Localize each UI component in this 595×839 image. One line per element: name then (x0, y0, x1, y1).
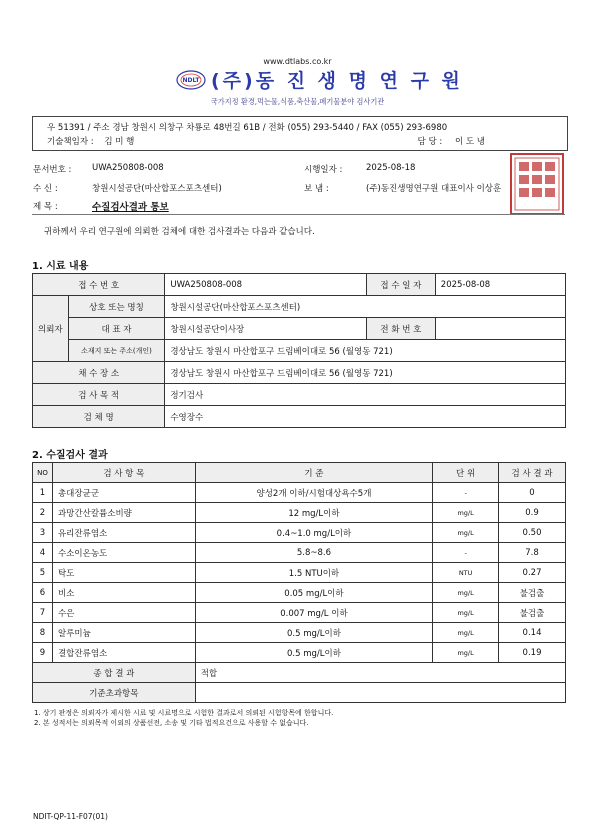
receipt-no-label: 접 수 번 호 (33, 274, 165, 296)
item-name: 비소 (52, 583, 195, 603)
purpose-label: 검 사 목 적 (33, 384, 165, 406)
standard: 5.8~8.6 (195, 543, 433, 563)
row-no: 4 (33, 543, 53, 563)
overall-result: 적합 (195, 663, 565, 683)
header-unit: 단 위 (433, 463, 499, 483)
exceed-items (195, 683, 565, 703)
results-table (32, 462, 566, 703)
sender-label: 보 냄 : (304, 184, 329, 194)
standard: 양성2개 이하/시험대상욕수5개 (195, 483, 433, 503)
address-contact-line: 우 51391 / 주소 경남 창원시 의창구 차룡로 48번길 61B / 전화 (055) 293-5440 / FAX (055) 293-6980 (47, 123, 448, 133)
result: 7.8 (499, 543, 566, 563)
standard: 0.5 mg/L이하 (195, 623, 433, 643)
standard: 12 mg/L이하 (195, 503, 433, 523)
result: 0 (499, 483, 566, 503)
client-label: 의뢰자 (33, 296, 69, 362)
table-row (33, 362, 566, 384)
subject: 수질검사결과 통보 (92, 202, 169, 213)
table-row (33, 583, 566, 603)
standard: 1.5 NTU이하 (195, 563, 433, 583)
result: 0.14 (499, 623, 566, 643)
row-no: 6 (33, 583, 53, 603)
receipt-date-label: 접 수 일 자 (366, 274, 435, 296)
item-name: 과망간산칼륨소비량 (52, 503, 195, 523)
table-row (33, 503, 566, 523)
row-no: 3 (33, 523, 53, 543)
issue-date: 2025-08-18 (366, 163, 416, 173)
phone (435, 318, 565, 340)
item-name: 유리잔류염소 (52, 523, 195, 543)
company-label: 상호 또는 명칭 (68, 296, 165, 318)
table-row (33, 318, 566, 340)
website-url[interactable]: www.dtlabs.co.kr (263, 57, 332, 66)
table-row (33, 543, 566, 563)
table-row (33, 643, 566, 663)
result: 0.50 (499, 523, 566, 543)
exceed-items-row (33, 683, 566, 703)
address-label: 소재지 또는 주소(개인) (68, 340, 165, 362)
sample-name: 수영장수 (165, 406, 566, 428)
receipt-date: 2025-08-08 (435, 274, 565, 296)
purpose: 정기검사 (165, 384, 566, 406)
row-no: 5 (33, 563, 53, 583)
issue-date-label: 시행일자 : (304, 165, 343, 175)
phone-label: 전 화 번 호 (366, 318, 435, 340)
item-name: 수은 (52, 603, 195, 623)
unit: mg/L (433, 503, 499, 523)
row-no: 1 (33, 483, 53, 503)
result: 0.19 (499, 643, 566, 663)
standard: 0.4~1.0 mg/L이하 (195, 523, 433, 543)
table-row (33, 406, 566, 428)
note-1: 1. 상기 판정은 의뢰자가 제시한 시료 및 시료명으로 시험한 결과로서 의뢰된 시험항목에 한합니다. (34, 709, 334, 717)
standard: 0.05 mg/L이하 (195, 583, 433, 603)
overall-result-label: 종 합 결 과 (33, 663, 196, 683)
item-name: 수소이온농도 (52, 543, 195, 563)
doc-number-label: 문서번호 : (33, 165, 72, 175)
standard: 0.5 mg/L이하 (195, 643, 433, 663)
unit: - (433, 543, 499, 563)
row-no: 8 (33, 623, 53, 643)
unit: mg/L (433, 603, 499, 623)
note-2: 2. 본 성적서는 의뢰목적 이외의 상품선전, 소송 및 기타 법적요건으로 사용할 수 없습니다. (34, 719, 309, 727)
table-row (33, 523, 566, 543)
header-no: NO (33, 463, 53, 483)
unit: - (433, 483, 499, 503)
result: 0.27 (499, 563, 566, 583)
item-name: 총대장균군 (52, 483, 195, 503)
row-no: 9 (33, 643, 53, 663)
subject-label: 제 목 : (33, 202, 58, 212)
address: 경상남도 창원시 마산합포구 드림베이대로 56 (월영동 721) (165, 340, 566, 362)
recipient-label: 수 신 : (33, 184, 58, 194)
sampling-location-label: 채 수 장 소 (33, 362, 165, 384)
header-result: 검 사 결 과 (499, 463, 566, 483)
person-in-charge-label: 담 당 : (417, 137, 443, 147)
table-row (33, 384, 566, 406)
row-no: 7 (33, 603, 53, 623)
item-name: 결합잔류염소 (52, 643, 195, 663)
organization-tagline: 국가지정 환경,먹는물,식품,축산물,폐기물분야 검사기관 (210, 97, 385, 106)
technical-manager-label: 기술책임자 : (47, 137, 94, 147)
table-row (33, 483, 566, 503)
technical-manager-name: 김 미 행 (104, 137, 135, 147)
result: 불검출 (499, 583, 566, 603)
table-row (33, 603, 566, 623)
section2-title: 2. 수질검사 결과 (32, 450, 108, 461)
form-code: NDIT-QP-11-F07(01) (33, 812, 108, 821)
receipt-no: UWA250808-008 (165, 274, 367, 296)
exceed-items-label: 기준초과항목 (33, 683, 196, 703)
representative: 창원시설공단이사장 (165, 318, 367, 340)
header-item: 검 사 항 목 (52, 463, 195, 483)
table-row (33, 623, 566, 643)
result: 불검출 (499, 603, 566, 623)
unit: mg/L (433, 583, 499, 603)
overall-result-row (33, 663, 566, 683)
unit: mg/L (433, 523, 499, 543)
section1-title: 1. 시료 내용 (32, 261, 89, 272)
sender: (주)동진생명연구원 대표이사 이상훈 (366, 184, 502, 194)
organization-name: (주)동 진 생 명 연 구 원 (211, 70, 463, 92)
intro-text: 귀하께서 우리 연구원에 의뢰한 검체에 대한 검사결과는 다음과 같습니다. (44, 227, 315, 237)
results-header-row (33, 463, 566, 483)
company-name: 창원시설공단(마산합포스포츠센터) (165, 296, 566, 318)
item-name: 탁도 (52, 563, 195, 583)
result: 0.9 (499, 503, 566, 523)
doc-number: UWA250808-008 (92, 163, 164, 173)
recipient: 창원시설공단(마산합포스포츠센터) (92, 184, 222, 194)
unit: mg/L (433, 643, 499, 663)
technical-manager (47, 135, 134, 147)
sample-name-label: 검 체 명 (33, 406, 165, 428)
table-row (33, 274, 566, 296)
table-row (33, 296, 566, 318)
header-standard: 기 준 (195, 463, 433, 483)
table-row (33, 563, 566, 583)
person-in-charge-name: 이 도 냉 (454, 137, 485, 147)
unit: NTU (433, 563, 499, 583)
person-in-charge (418, 135, 485, 147)
company-logo (176, 70, 206, 90)
representative-label: 대 표 자 (68, 318, 165, 340)
sample-info-table (32, 273, 566, 428)
unit: mg/L (433, 623, 499, 643)
standard: 0.007 mg/L 이하 (195, 603, 433, 623)
logo-text: NDLT (182, 77, 200, 84)
row-no: 2 (33, 503, 53, 523)
divider (32, 214, 565, 215)
item-name: 알루미늄 (52, 623, 195, 643)
official-seal-stamp (509, 152, 565, 216)
table-row (33, 340, 566, 362)
sampling-location: 경상남도 창원시 마산합포구 드림베이대로 56 (월영동 721) (165, 362, 566, 384)
contact-box (32, 116, 568, 151)
